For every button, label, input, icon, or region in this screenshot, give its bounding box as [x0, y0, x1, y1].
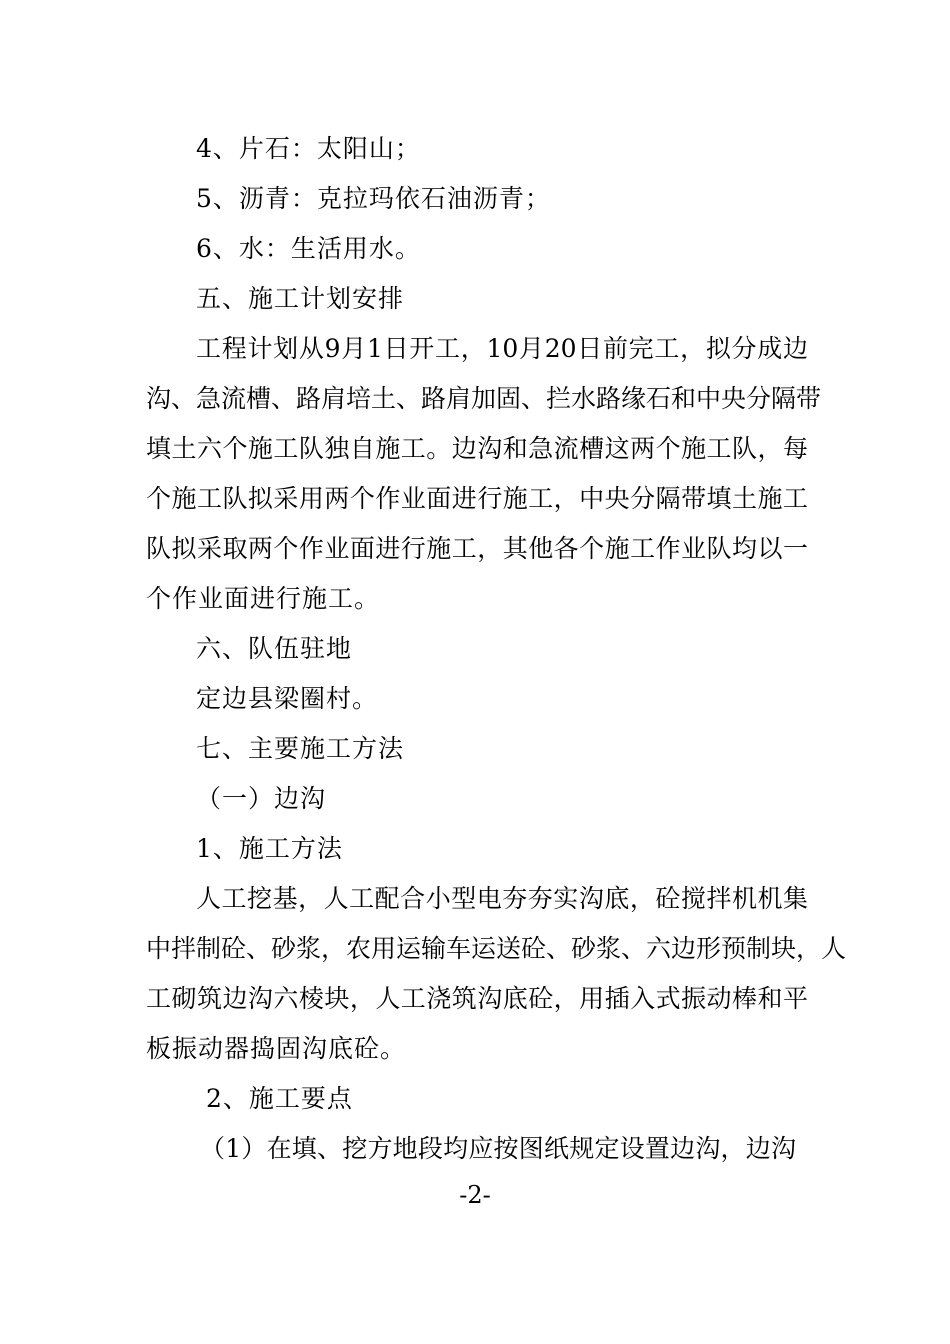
paragraph-line: 中拌制砼、砂浆，农用运输车运送砼、砂浆、六边形预制块，人 — [146, 934, 847, 963]
text-line: 4、片石：太阳山； — [196, 134, 421, 163]
page-number: -2- — [459, 1181, 491, 1209]
paragraph-line: 人工挖基，人工配合小型电夯夯实沟底，砼搅拌机机集 — [196, 884, 808, 913]
subsection-heading: （一）边沟 — [196, 784, 327, 813]
paragraph-line: 填土六个施工队独自施工。边沟和急流槽这两个施工队，每 — [146, 434, 808, 463]
paragraph-line: 工程计划从9月1日开工，10月20日前完工，拟分成边 — [196, 334, 808, 363]
text-line: 6、水：生活用水。 — [196, 234, 421, 263]
paragraph-line: （1）在填、挖方地段均应按图纸规定设置边沟，边沟 — [200, 1134, 796, 1163]
text-line: 定边县梁圈村。 — [196, 684, 379, 713]
paragraph-line: 队拟采取两个作业面进行施工，其他各个施工作业队均以一 — [146, 534, 808, 563]
paragraph-line: 个作业面进行施工。 — [146, 584, 381, 613]
section-heading: 五、施工计划安排 — [196, 284, 405, 313]
paragraph-line: 个施工队拟采用两个作业面进行施工，中央分隔带填土施工 — [146, 484, 808, 513]
subsection-heading: 2、施工要点 — [206, 1084, 353, 1113]
paragraph-line: 工砌筑边沟六棱块，人工浇筑沟底砼，用插入式振动棒和平 — [146, 984, 808, 1013]
section-heading: 七、主要施工方法 — [196, 734, 405, 763]
section-heading: 六、队伍驻地 — [196, 634, 353, 663]
text-line: 5、沥青：克拉玛依石油沥青； — [196, 184, 551, 213]
subsection-heading: 1、施工方法 — [196, 834, 343, 863]
paragraph-line: 沟、急流槽、路肩培土、路肩加固、拦水路缘石和中央分隔带 — [146, 384, 822, 413]
paragraph-line: 板振动器捣固沟底砼。 — [146, 1034, 407, 1063]
